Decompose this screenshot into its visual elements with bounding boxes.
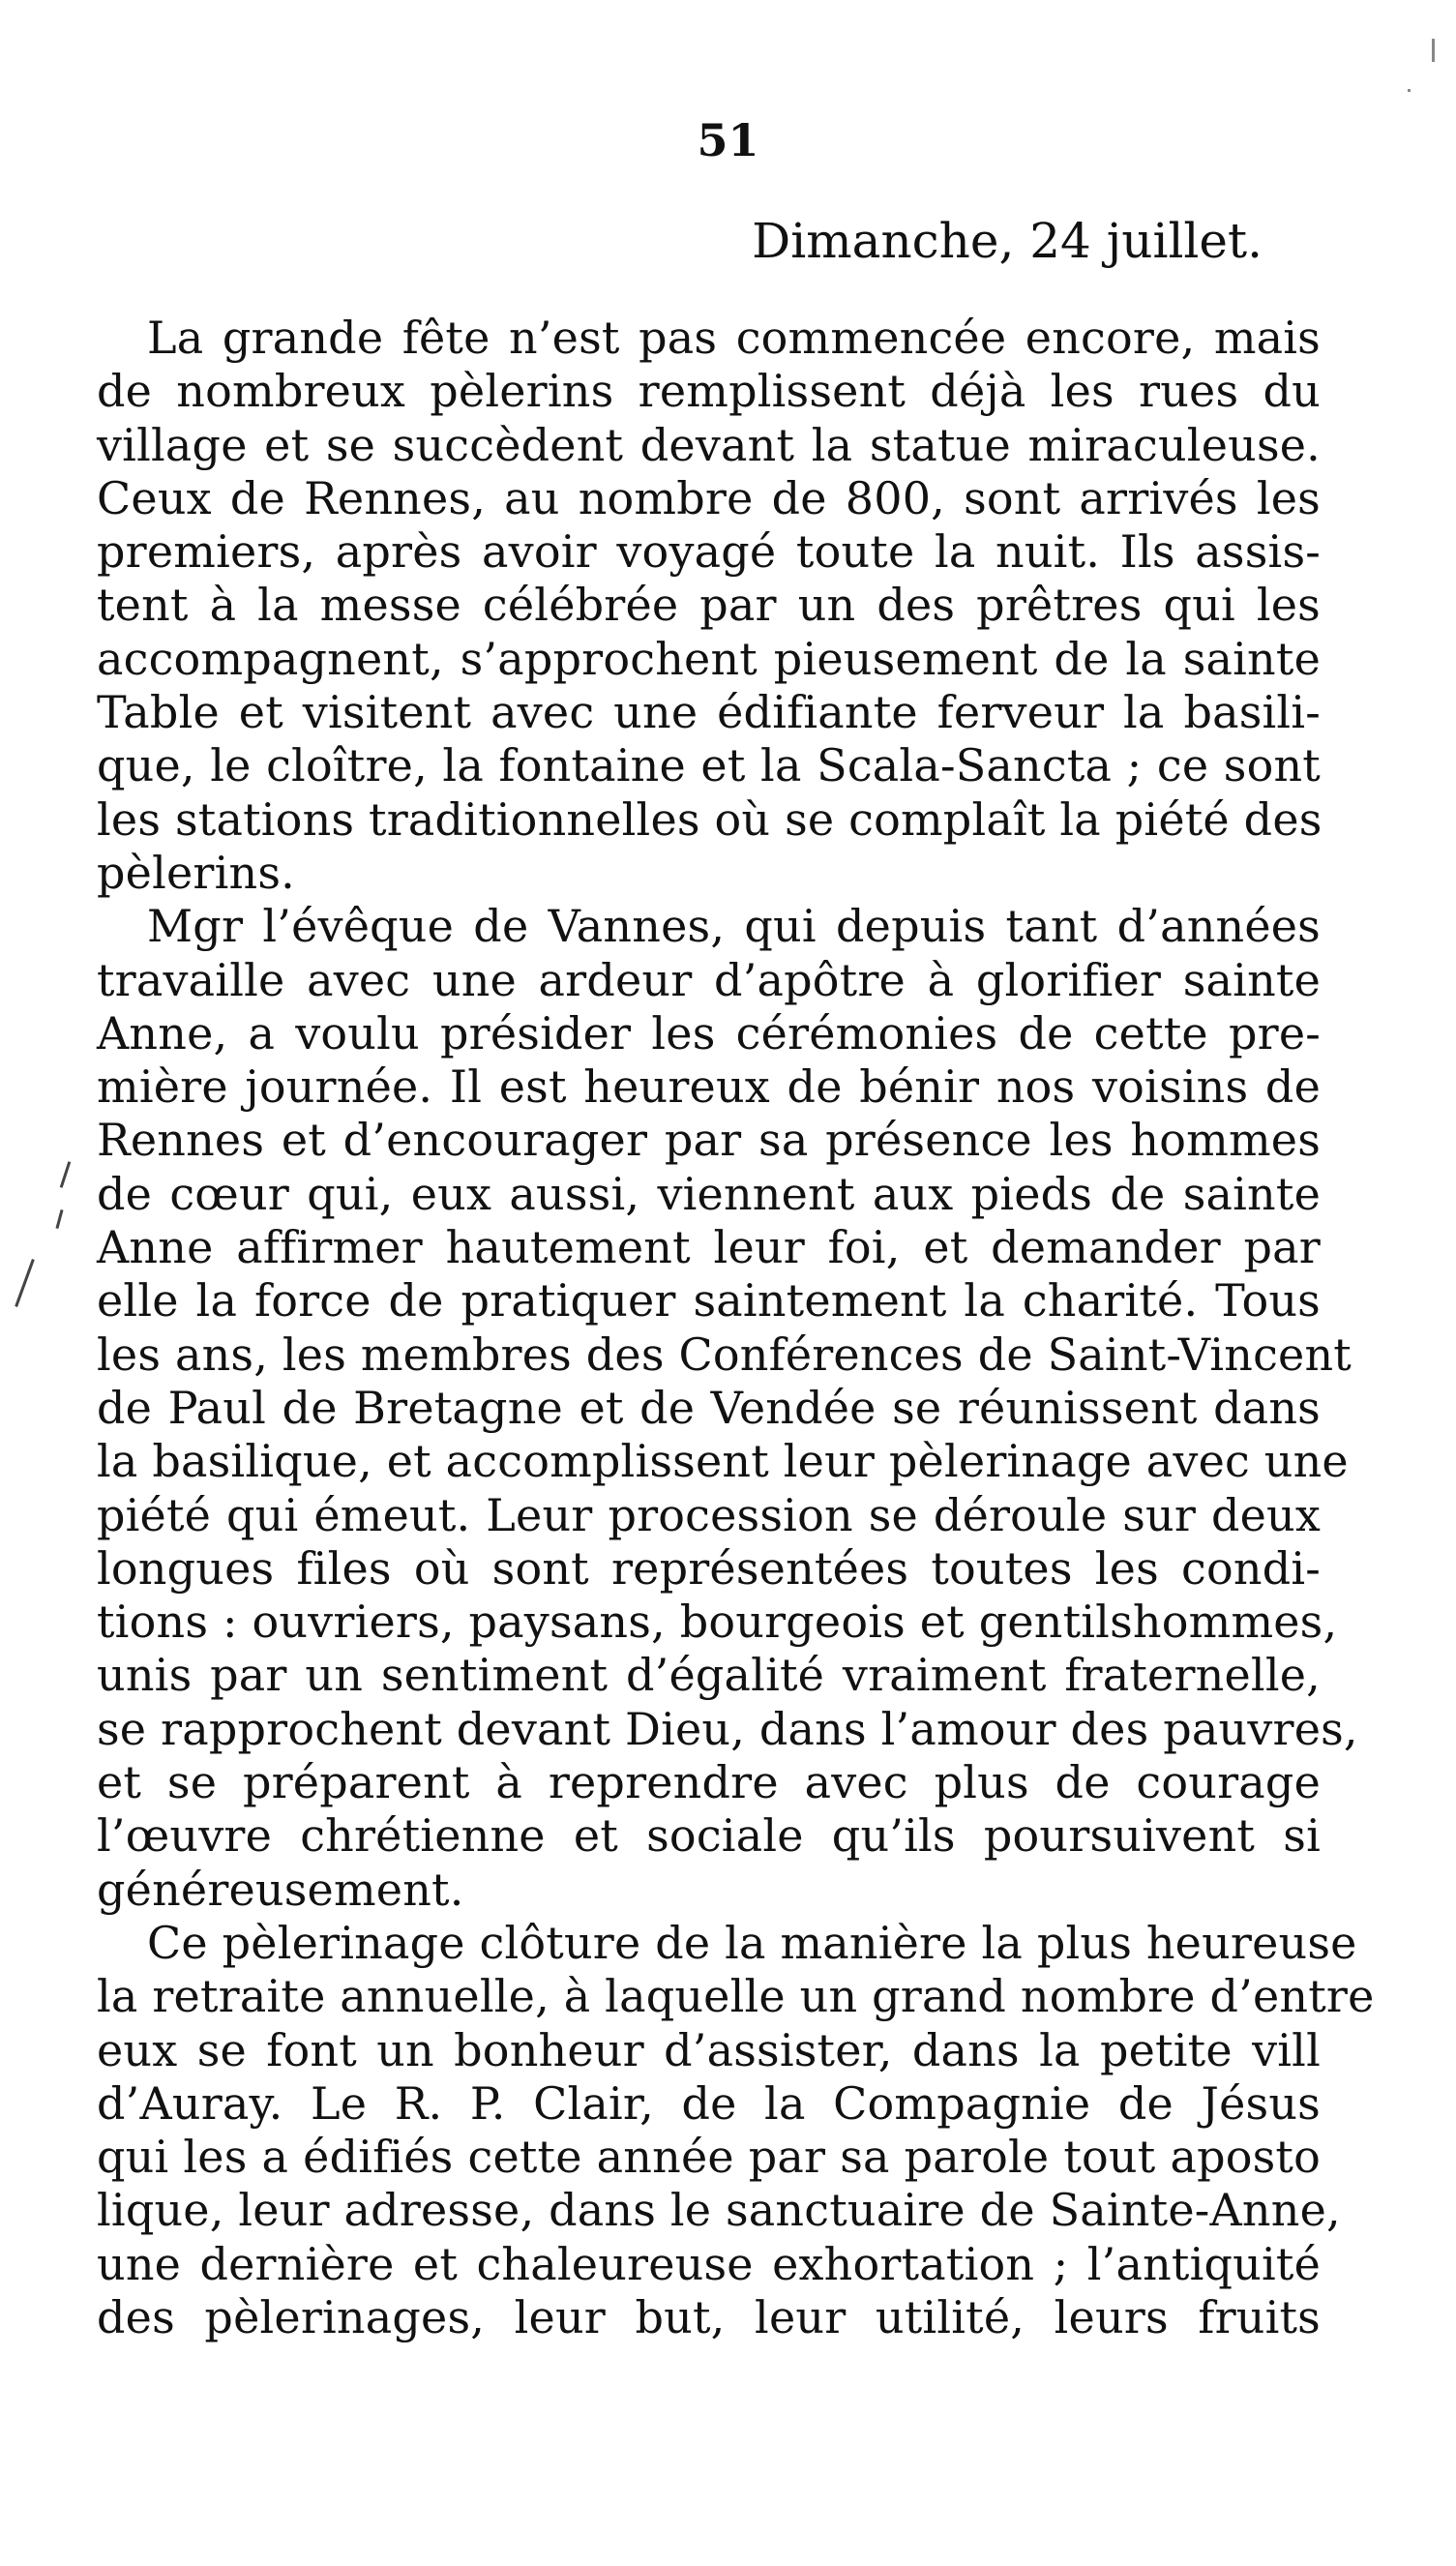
text-line: que, le cloître, la fontaine et la Scala-Sancta ; ce sont [97, 739, 1321, 792]
text-line: Table et visitent avec une édifiante ferveur la basili- [97, 686, 1321, 739]
text-line: longues files où sont représentées toutes les condi- [97, 1541, 1321, 1595]
text-line: piété qui émeut. Leur procession se déroule sur deux [97, 1488, 1321, 1541]
text-line: Anne, a voulu présider les cérémonies de cette pre- [97, 1006, 1321, 1059]
text-line: premiers, après avoir voyagé toute la nuit. Ils assis- [97, 525, 1321, 579]
text-line: La grande fête n’est pas commencée encore, mais [147, 312, 1321, 364]
text-line: Ceux de Rennes, au nombre de 800, sont arrivés les [97, 471, 1321, 524]
text-line: travaille avec une ardeur d’apôtre à glorifier sainte [97, 953, 1321, 1006]
text-line: d’Auray. Le R. P. Clair, de la Compagnie de Jésus [97, 2076, 1321, 2130]
body-text [97, 312, 1375, 2344]
text-line: les ans, les membres des Conférences de Saint-Vincent [97, 1328, 1352, 1381]
text-line: les stations traditionnelles où se complaît la piété des [97, 792, 1322, 846]
text-line: lique, leur adresse, dans le sanctuaire de Sainte-Anne, [97, 2184, 1341, 2237]
text-line: Mgr l’évêque de Vannes, qui depuis tant d’années [147, 900, 1321, 953]
text-line: tions : ouvriers, paysans, bourgeois et gentilshommes, [97, 1596, 1338, 1649]
text-line: mière journée. Il est heureux de bénir nos voisins de [97, 1060, 1321, 1114]
text-line: accompagnent, s’approchent pieusement de la sainte [97, 632, 1321, 685]
margin-mark [60, 1161, 72, 1188]
text-line: Anne affirmer hautement leur foi, et demander par [97, 1221, 1321, 1274]
text-line: unis par un sentiment d’égalité vraiment fraternelle, [97, 1649, 1321, 1702]
text-line: se rapprochent devant Dieu, dans l’amour des pauvres, [97, 1702, 1358, 1755]
text-line: de cœur qui, eux aussi, viennent aux pieds de sainte [97, 1167, 1321, 1220]
text-line: la retraite annuelle, à laquelle un grand nombre d’entre [97, 1970, 1375, 2023]
text-line: de nombreux pèlerins remplissent déjà les rues du [97, 365, 1321, 418]
text-line: l’œuvre chrétienne et sociale qu’ils poursuivent si [97, 1809, 1321, 1863]
text-line: village et se succèdent devant la statue miraculeuse. [97, 418, 1321, 471]
text-line: des pèlerinages, leur but, leur utilité, leurs fruits [97, 2290, 1321, 2343]
text-line: la basilique, et accomplissent leur pèlerinage avec une [97, 1435, 1349, 1488]
margin-mark [1408, 89, 1411, 92]
text-line: Rennes et d’encourager par sa présence les hommes [97, 1114, 1321, 1167]
text-line: eux se font un bonheur d’assister, dans la petite vill [97, 2023, 1321, 2076]
page-number: 51 [697, 114, 759, 166]
date-heading: Dimanche, 24 juillet. [752, 213, 1263, 269]
text-line: Ce pèlerinage clôture de la manière la plus heureuse [147, 1916, 1357, 1969]
margin-mark [1432, 39, 1435, 62]
text-line: qui les a édifiés cette année par sa parole tout aposto [97, 2131, 1321, 2184]
text-line: tent à la messe célébrée par un des prêtres qui les [97, 579, 1321, 632]
text-line: elle la force de pratiquer saintement la charité. Tous [97, 1274, 1321, 1328]
text-line: pèlerins. [97, 846, 295, 899]
text-line: de Paul de Bretagne et de Vendée se réunissent dans [97, 1381, 1321, 1434]
text-line: et se préparent à reprendre avec plus de courage [97, 1756, 1321, 1809]
text-line: généreusement. [97, 1863, 464, 1916]
margin-mark [55, 1209, 63, 1229]
margin-mark [15, 1259, 35, 1307]
text-line: une dernière et chaleureuse exhortation ; l’antiquité [97, 2237, 1321, 2290]
